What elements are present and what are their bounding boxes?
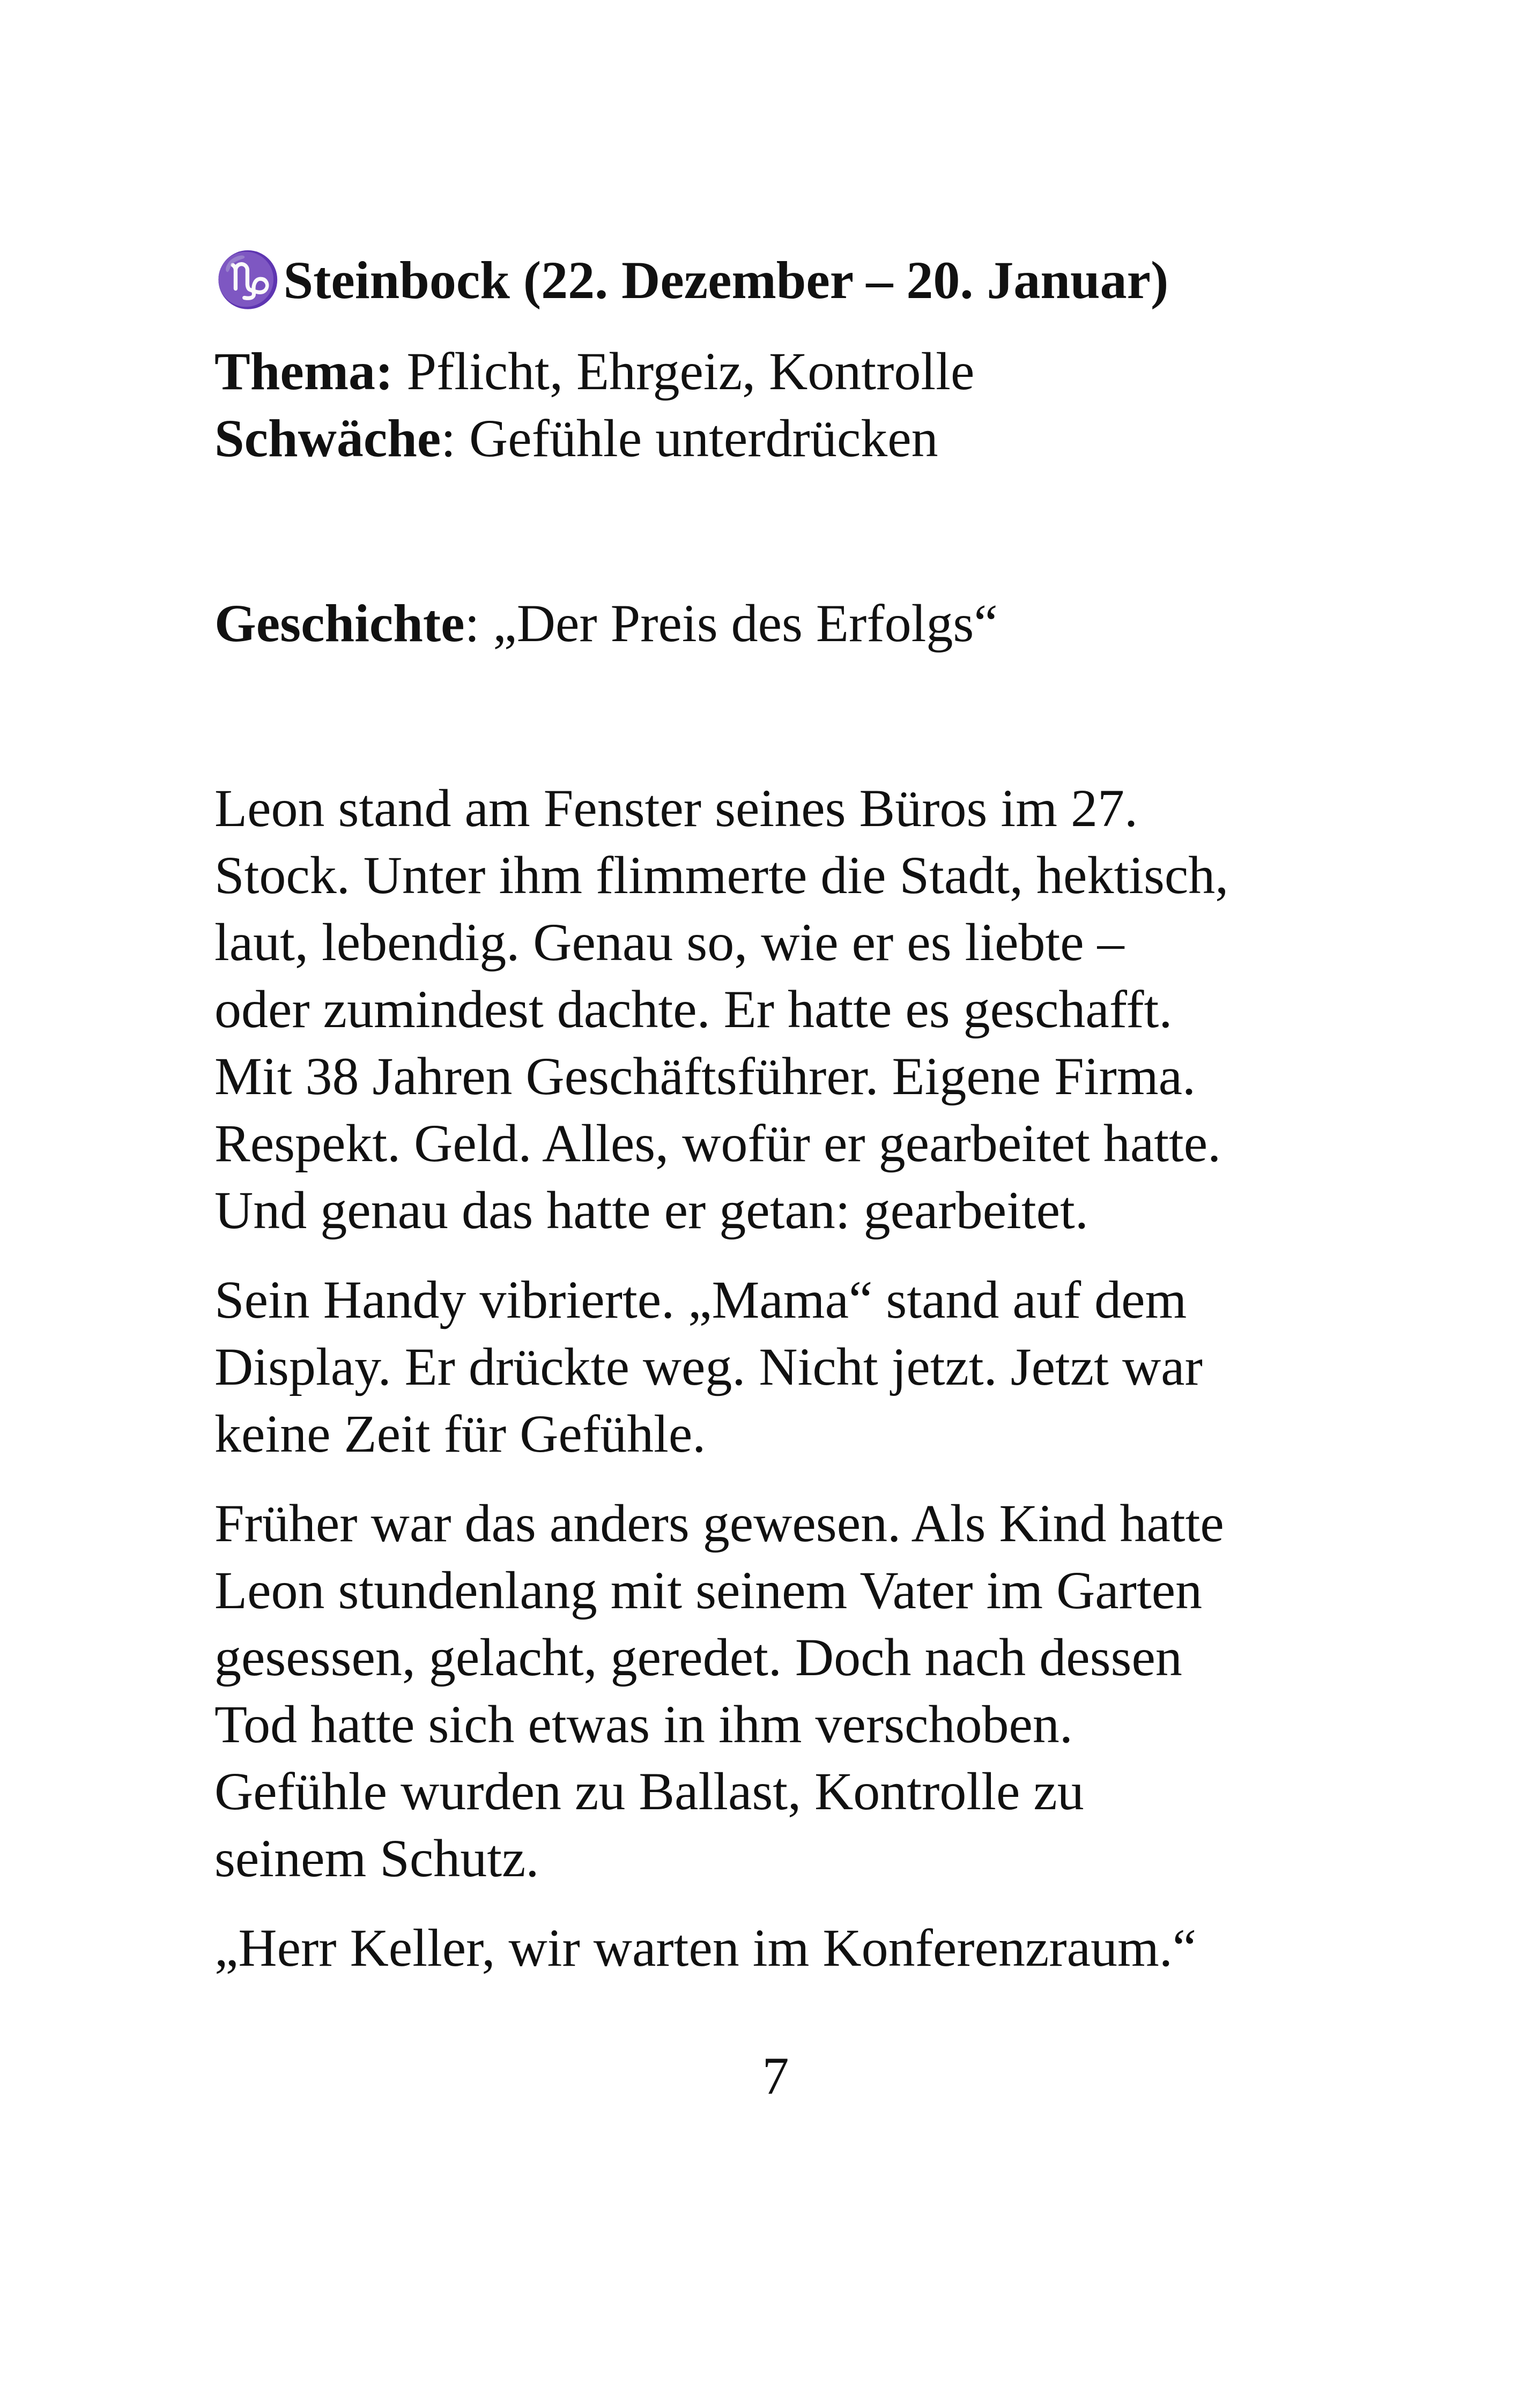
theme-value: Pflicht, Ehrgeiz, Kontrolle — [393, 341, 975, 401]
text-line: laut, lebendig. Genau so, wie er es liebte – — [214, 912, 1124, 972]
text-line: keine Zeit für Gefühle. — [214, 1404, 706, 1463]
paragraph — [214, 775, 1340, 1244]
weakness-line — [214, 405, 1340, 472]
text-line: Respekt. Geld. Alles, wofür er gearbeitet hatte. — [214, 1113, 1221, 1173]
chapter-meta — [214, 338, 1340, 472]
paragraph — [214, 1266, 1340, 1467]
page-number: 7 — [762, 2046, 789, 2106]
story-title: : „Der Preis des Erfolgs“ — [464, 593, 998, 653]
page-content — [214, 247, 1340, 2004]
text-line: Sein Handy vibrierte. „Mama“ stand auf dem — [214, 1270, 1187, 1329]
text-line: „Herr Keller, wir warten im Konferenzraum.“ — [214, 1918, 1197, 1978]
paragraph — [214, 1914, 1340, 1981]
text-line: gesessen, gelacht, geredet. Doch nach dessen — [214, 1627, 1182, 1687]
paragraph — [214, 1490, 1340, 1892]
text-line: Display. Er drückte weg. Nicht jetzt. Jetzt war — [214, 1337, 1203, 1396]
text-line: seinem Schutz. — [214, 1829, 539, 1888]
text-line: Tod hatte sich etwas in ihm verschoben. — [214, 1694, 1073, 1754]
story-title-line — [214, 590, 1340, 657]
theme-label: Thema: — [214, 341, 394, 401]
text-line: Früher war das anders gewesen. Als Kind hatte — [214, 1493, 1224, 1553]
text-line: Leon stundenlang mit seinem Vater im Garten — [214, 1560, 1203, 1620]
story-label: Geschichte — [214, 593, 465, 653]
story-body — [214, 775, 1340, 1981]
text-line: Und genau das hatte er getan: gearbeitet. — [214, 1180, 1088, 1240]
capricorn-icon: ♑ — [214, 250, 281, 310]
text-line: Leon stand am Fenster seines Büros im 27. — [214, 778, 1138, 838]
text-line: Gefühle wurden zu Ballast, Kontrolle zu — [214, 1762, 1084, 1821]
weakness-value: : Gefühle unterdrücken — [441, 408, 938, 468]
chapter-heading — [214, 247, 1340, 314]
chapter-title: Steinbock (22. Dezember – 20. Januar) — [283, 250, 1169, 310]
text-line: Mit 38 Jahren Geschäftsführer. Eigene Firma. — [214, 1046, 1196, 1106]
text-line: Stock. Unter ihm flimmerte die Stadt, hektisch, — [214, 845, 1229, 905]
theme-line — [214, 338, 1340, 405]
text-line: oder zumindest dachte. Er hatte es geschafft. — [214, 979, 1173, 1039]
weakness-label: Schwäche — [214, 408, 441, 468]
